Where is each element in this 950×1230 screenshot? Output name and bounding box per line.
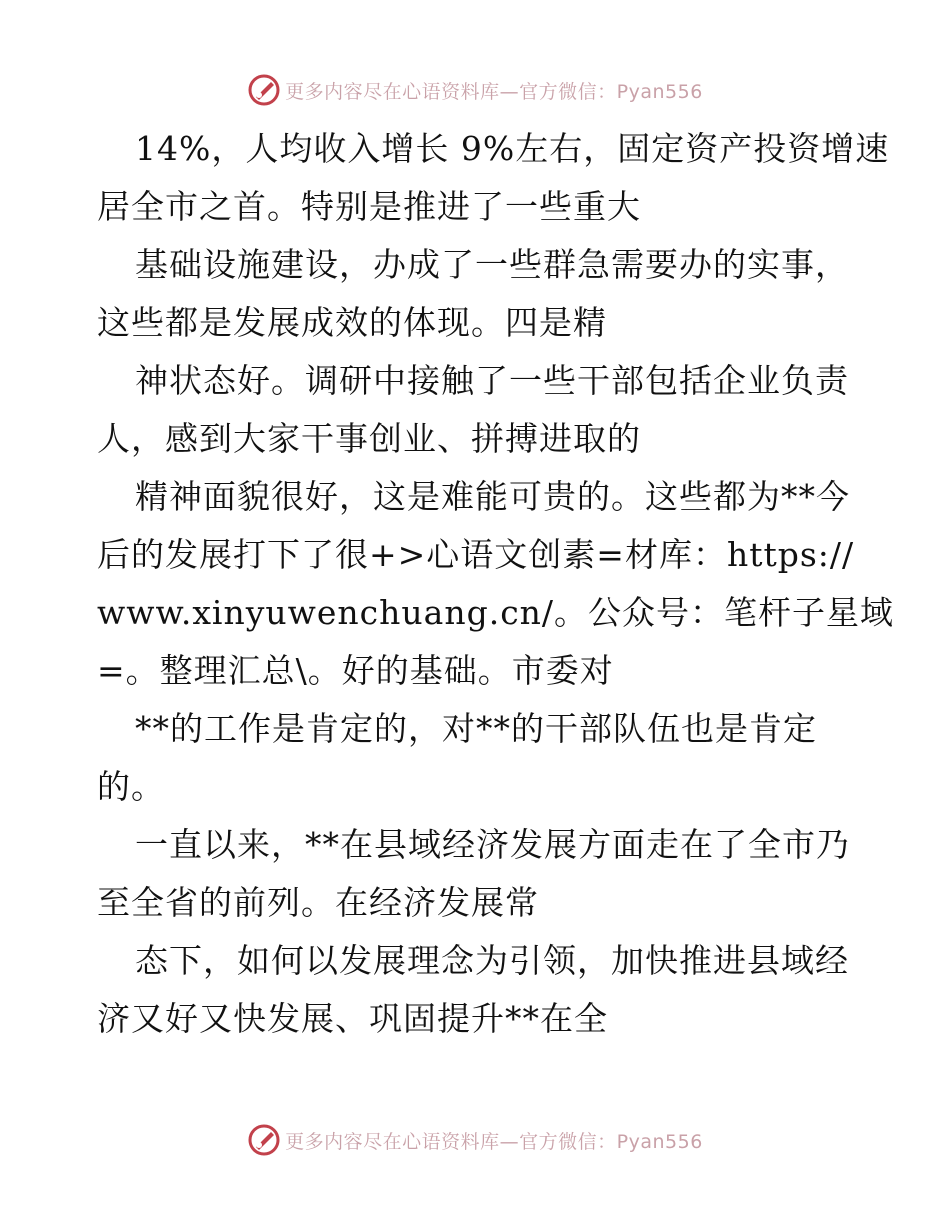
header-banner [0, 70, 950, 110]
body-line: 济又好又快发展、巩固提升**在全 [97, 999, 608, 1038]
brand-logo-icon [247, 1123, 281, 1157]
banner-text [285, 1127, 703, 1154]
body-line: 人，感到大家干事创业、拼搏进取的 [97, 419, 641, 458]
body-line: 基础设施建设，办成了一些群急需要办的实事， [135, 245, 849, 284]
body-line: 一直以来，**在县域经济发展方面走在了全市乃 [135, 825, 850, 864]
document-body [97, 120, 895, 1048]
body-line: 后的发展打下了很+>心语文创素=材库：https:// [97, 535, 855, 574]
body-line: =。整理汇总\。好的基础。市委对 [97, 651, 614, 690]
banner-message: 更多内容尽在心语资料库—官方微信： [285, 1130, 617, 1153]
body-line: 居全市之首。特别是推进了一些重大 [97, 187, 641, 226]
banner-contact: Pyan556 [616, 1130, 703, 1153]
body-line: 的。 [97, 767, 165, 806]
footer-banner [0, 1120, 950, 1160]
body-line: 至全省的前列。在经济发展常 [97, 883, 539, 922]
banner-message: 更多内容尽在心语资料库—官方微信： [285, 80, 617, 103]
body-line: 态下，如何以发展理念为引领，加快推进县域经 [135, 941, 849, 980]
body-line: www.xinyuwenchuang.cn/。公众号：笔杆子星域 [97, 593, 895, 632]
body-line: 精神面貌很好，这是难能可贵的。这些都为**今 [135, 477, 850, 516]
body-line: 14%，人均收入增长 9%左右，固定资产投资增速 [135, 129, 890, 168]
banner-contact: Pyan556 [616, 80, 703, 103]
body-line: 神状态好。调研中接触了一些干部包括企业负责 [135, 361, 849, 400]
brand-logo-icon [247, 73, 281, 107]
banner-text [285, 77, 703, 104]
body-line: 这些都是发展成效的体现。四是精 [97, 303, 607, 342]
body-line: **的工作是肯定的，对**的干部队伍也是肯定 [135, 709, 817, 748]
